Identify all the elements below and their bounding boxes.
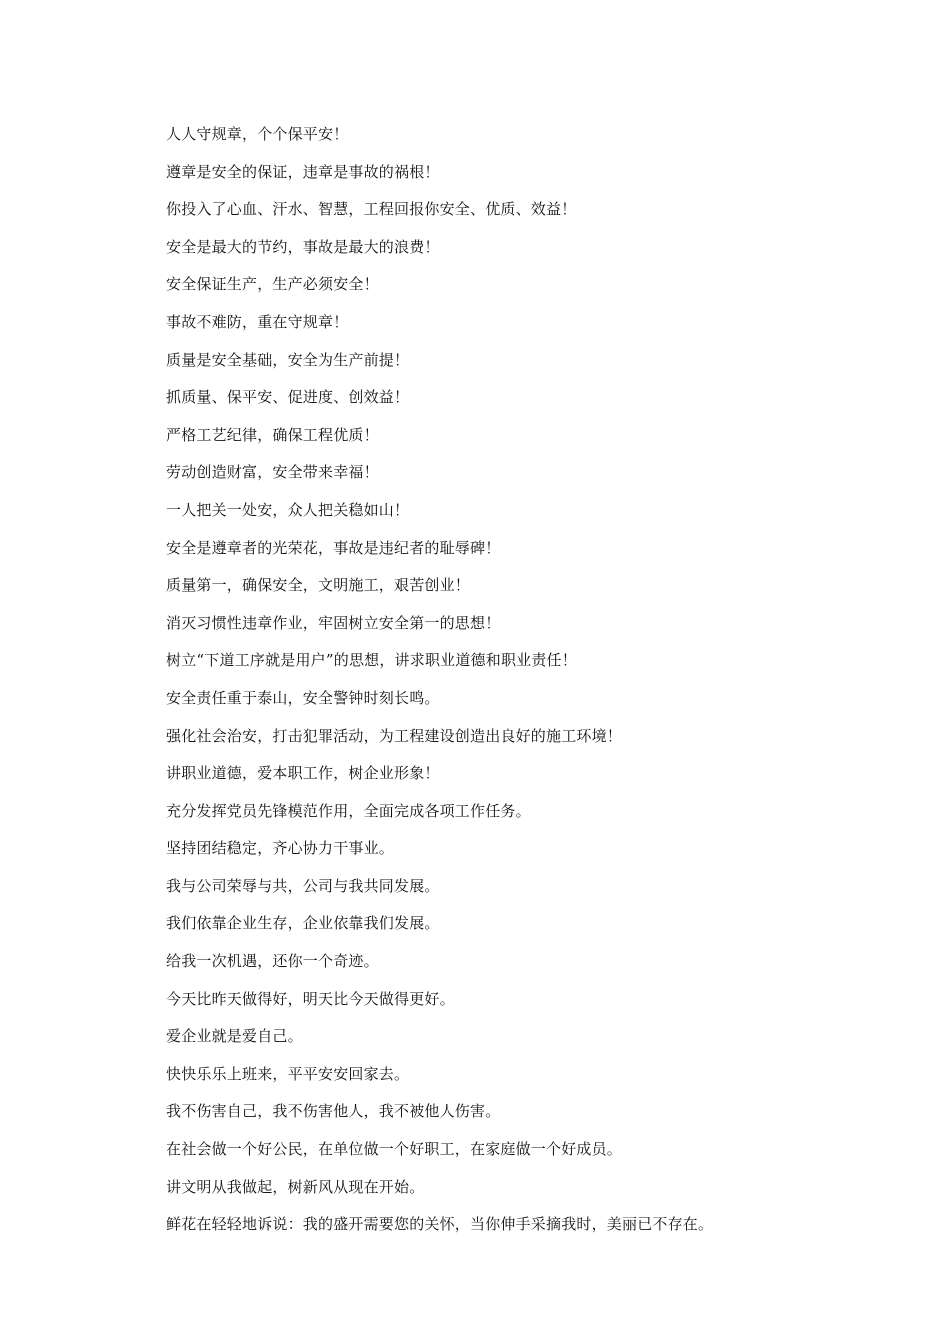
slogan-line: 爱企业就是爱自己。: [166, 1027, 303, 1046]
slogan-line: 安全是遵章者的光荣花，事故是违纪者的耻辱碑！: [166, 538, 501, 557]
slogan-line: 安全保证生产，生产必须安全！: [166, 275, 379, 294]
slogan-line: 遵章是安全的保证，违章是事故的祸根！: [166, 162, 440, 181]
slogan-line: 给我一次机遇，还你一个奇迹。: [166, 952, 379, 971]
slogan-line: 我们依靠企业生存，企业依靠我们发展。: [166, 914, 440, 933]
slogan-line: 今天比昨天做得好，明天比今天做得更好。: [166, 989, 455, 1008]
slogan-line: 鲜花在轻轻地诉说：我的盛开需要您的关怀，当你伸手采摘我时，美丽已不存在。: [166, 1215, 714, 1234]
slogan-list: [166, 116, 886, 1244]
slogan-line: 质量第一，确保安全，文明施工，艰苦创业！: [166, 576, 471, 595]
slogan-line: 安全是最大的节约，事故是最大的浪费！: [166, 237, 440, 256]
slogan-line: 我不伤害自己，我不伤害他人，我不被他人伤害。: [166, 1102, 501, 1121]
slogan-line: 一人把关一处安，众人把关稳如山！: [166, 500, 410, 519]
slogan-line: 坚持团结稳定，齐心协力干事业。: [166, 839, 395, 858]
slogan-line: 强化社会治安，打击犯罪活动，为工程建设创造出良好的施工环境！: [166, 726, 623, 745]
slogan-line: 在社会做一个好公民，在单位做一个好职工，在家庭做一个好成员。: [166, 1140, 623, 1159]
slogan-line: 安全责任重于泰山，安全警钟时刻长鸣。: [166, 688, 440, 707]
slogan-line: 事故不难防，重在守规章！: [166, 312, 349, 331]
slogan-line: 消灭习惯性违章作业，牢固树立安全第一的思想！: [166, 613, 501, 632]
slogan-line: 人人守规章，个个保平安！: [166, 125, 349, 143]
slogan-line: 你投入了心血、汗水、智慧，工程回报你安全、优质、效益！: [166, 200, 577, 219]
slogan-line: 质量是安全基础，安全为生产前提！: [166, 350, 410, 369]
slogan-line: 树立“下道工序就是用户”的思想，讲求职业道德和职业责任！: [166, 651, 577, 670]
slogan-line: 我与公司荣辱与共，公司与我共同发展。: [166, 876, 440, 895]
slogan-line: 讲职业道德，爱本职工作，树企业形象！: [166, 764, 440, 783]
slogan-line: 劳动创造财富，安全带来幸福！: [166, 463, 379, 482]
slogan-line: 严格工艺纪律，确保工程优质！: [166, 425, 379, 444]
slogan-line: 抓质量、保平安、促进度、创效益！: [166, 388, 410, 407]
slogan-line: 讲文明从我做起，树新风从现在开始。: [166, 1177, 425, 1196]
slogan-line: 快快乐乐上班来，平平安安回家去。: [166, 1064, 410, 1083]
slogan-line: 充分发挥党员先锋模范作用，全面完成各项工作任务。: [166, 801, 531, 820]
